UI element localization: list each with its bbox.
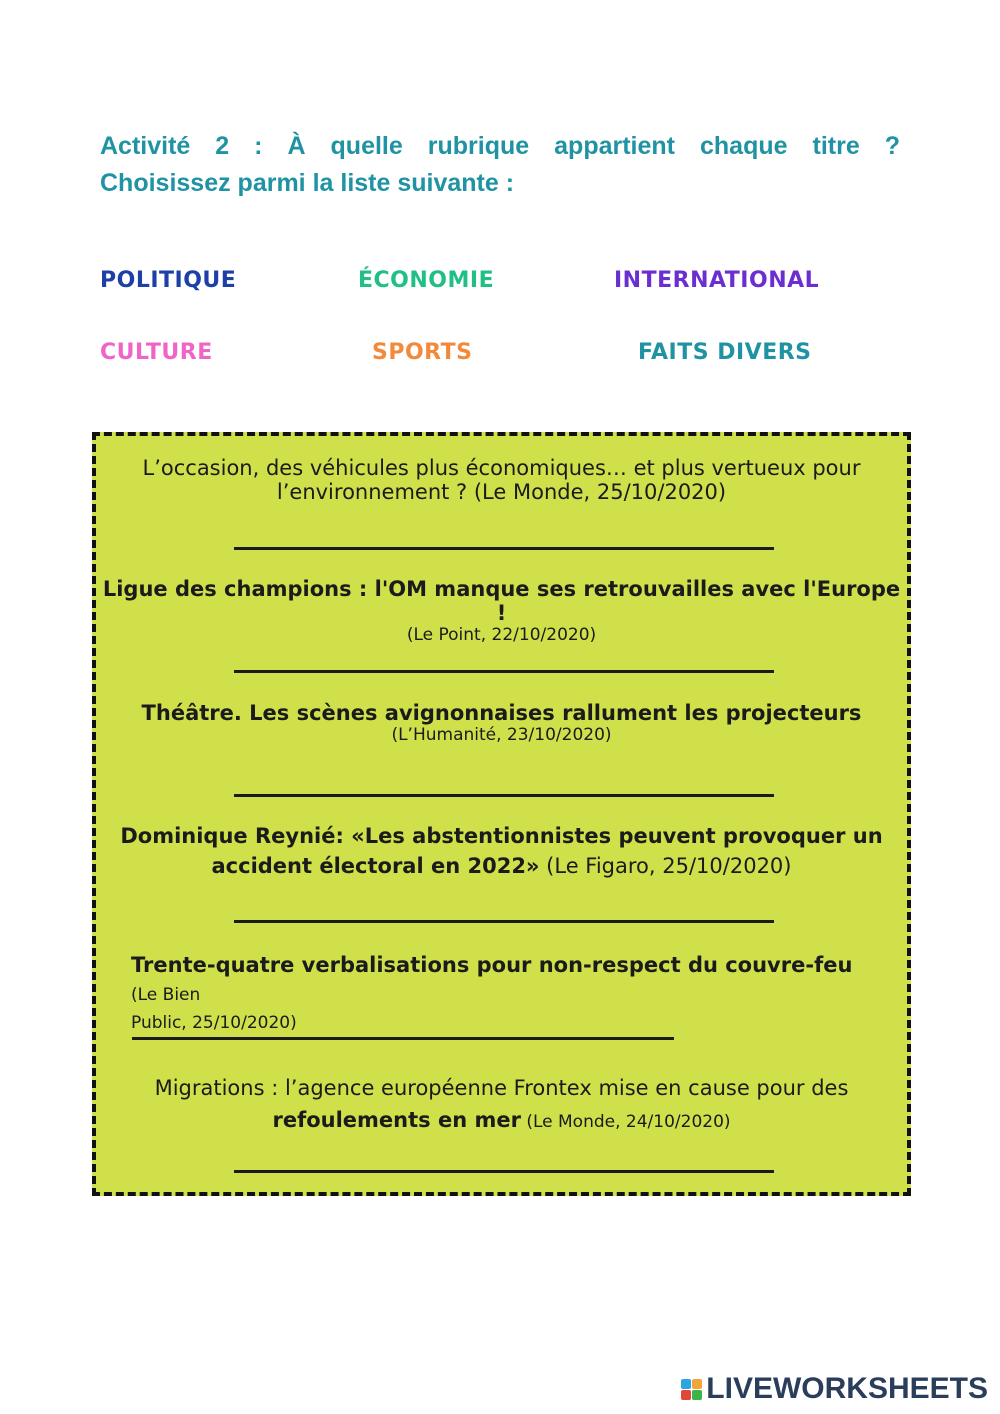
category-faits-divers[interactable]: FAITS DIVERS [638, 340, 812, 365]
category-sports[interactable]: SPORTS [372, 340, 473, 365]
headline-3-source: (L’Humanité, 23/10/2020) [391, 725, 612, 745]
footer-logo [681, 1372, 988, 1406]
headline-5 [96, 952, 881, 1037]
headline-5-title: Trente-quatre verbalisations pour non-respect du couvre-feu [131, 953, 853, 977]
liveworksheets-logo-icon [681, 1379, 702, 1400]
category-politique[interactable]: POLITIQUE [100, 268, 237, 293]
headline-3-title: Théâtre. Les scènes avignonnaises rallument les projecteurs [141, 701, 862, 725]
answer-blank-3[interactable] [234, 794, 774, 797]
answer-blank-1[interactable] [234, 547, 774, 550]
headline-5-source-line-1: (Le Bien [131, 985, 201, 1005]
brand-name: LIVEWORKSHEETS [706, 1372, 988, 1405]
instruction-line-2: Choisissez parmi la liste suivante : [100, 169, 515, 197]
answer-blank-5[interactable] [132, 1037, 674, 1040]
headline-6-title: refoulements en mer [272, 1108, 521, 1132]
headline-1-text: L’occasion, des véhicules plus économiques… et plus vertueux pour l’environnement ? (Le Monde, 25/10/2020) [142, 456, 861, 504]
answer-blank-4[interactable] [234, 920, 774, 923]
category-culture[interactable]: CULTURE [100, 340, 213, 365]
headline-6-text: Migrations : l’agence européenne Frontex mise en cause pour des [154, 1076, 849, 1100]
headline-6 [96, 1073, 907, 1137]
headline-4-title-line-2: accident électoral en 2022» [211, 854, 540, 878]
instruction-line-1: Activité 2 : À quelle rubrique appartient chaque titre ? [100, 132, 900, 160]
headline-2 [96, 577, 907, 645]
headline-4 [96, 822, 907, 882]
answer-blank-6[interactable] [234, 1170, 774, 1173]
headline-2-title: Ligue des champions : l'OM manque ses retrouvailles avec l'Europe ! [102, 577, 901, 625]
headline-1 [96, 456, 907, 504]
headlines-box [92, 432, 911, 1196]
headline-4-title-line-1: Dominique Reynié: «Les abstentionnistes peuvent provoquer un [120, 824, 883, 848]
answer-blank-2[interactable] [234, 670, 774, 673]
category-economie[interactable]: ÉCONOMIE [358, 268, 495, 293]
headline-6-source: (Le Monde, 24/10/2020) [520, 1112, 731, 1132]
headline-2-source: (Le Point, 22/10/2020) [406, 625, 597, 645]
headline-3 [96, 701, 907, 745]
headline-4-source: (Le Figaro, 25/10/2020) [539, 854, 792, 878]
headline-5-source-line-2: Public, 25/10/2020) [131, 1013, 297, 1033]
instruction [100, 128, 900, 202]
category-international[interactable]: INTERNATIONAL [614, 268, 820, 293]
